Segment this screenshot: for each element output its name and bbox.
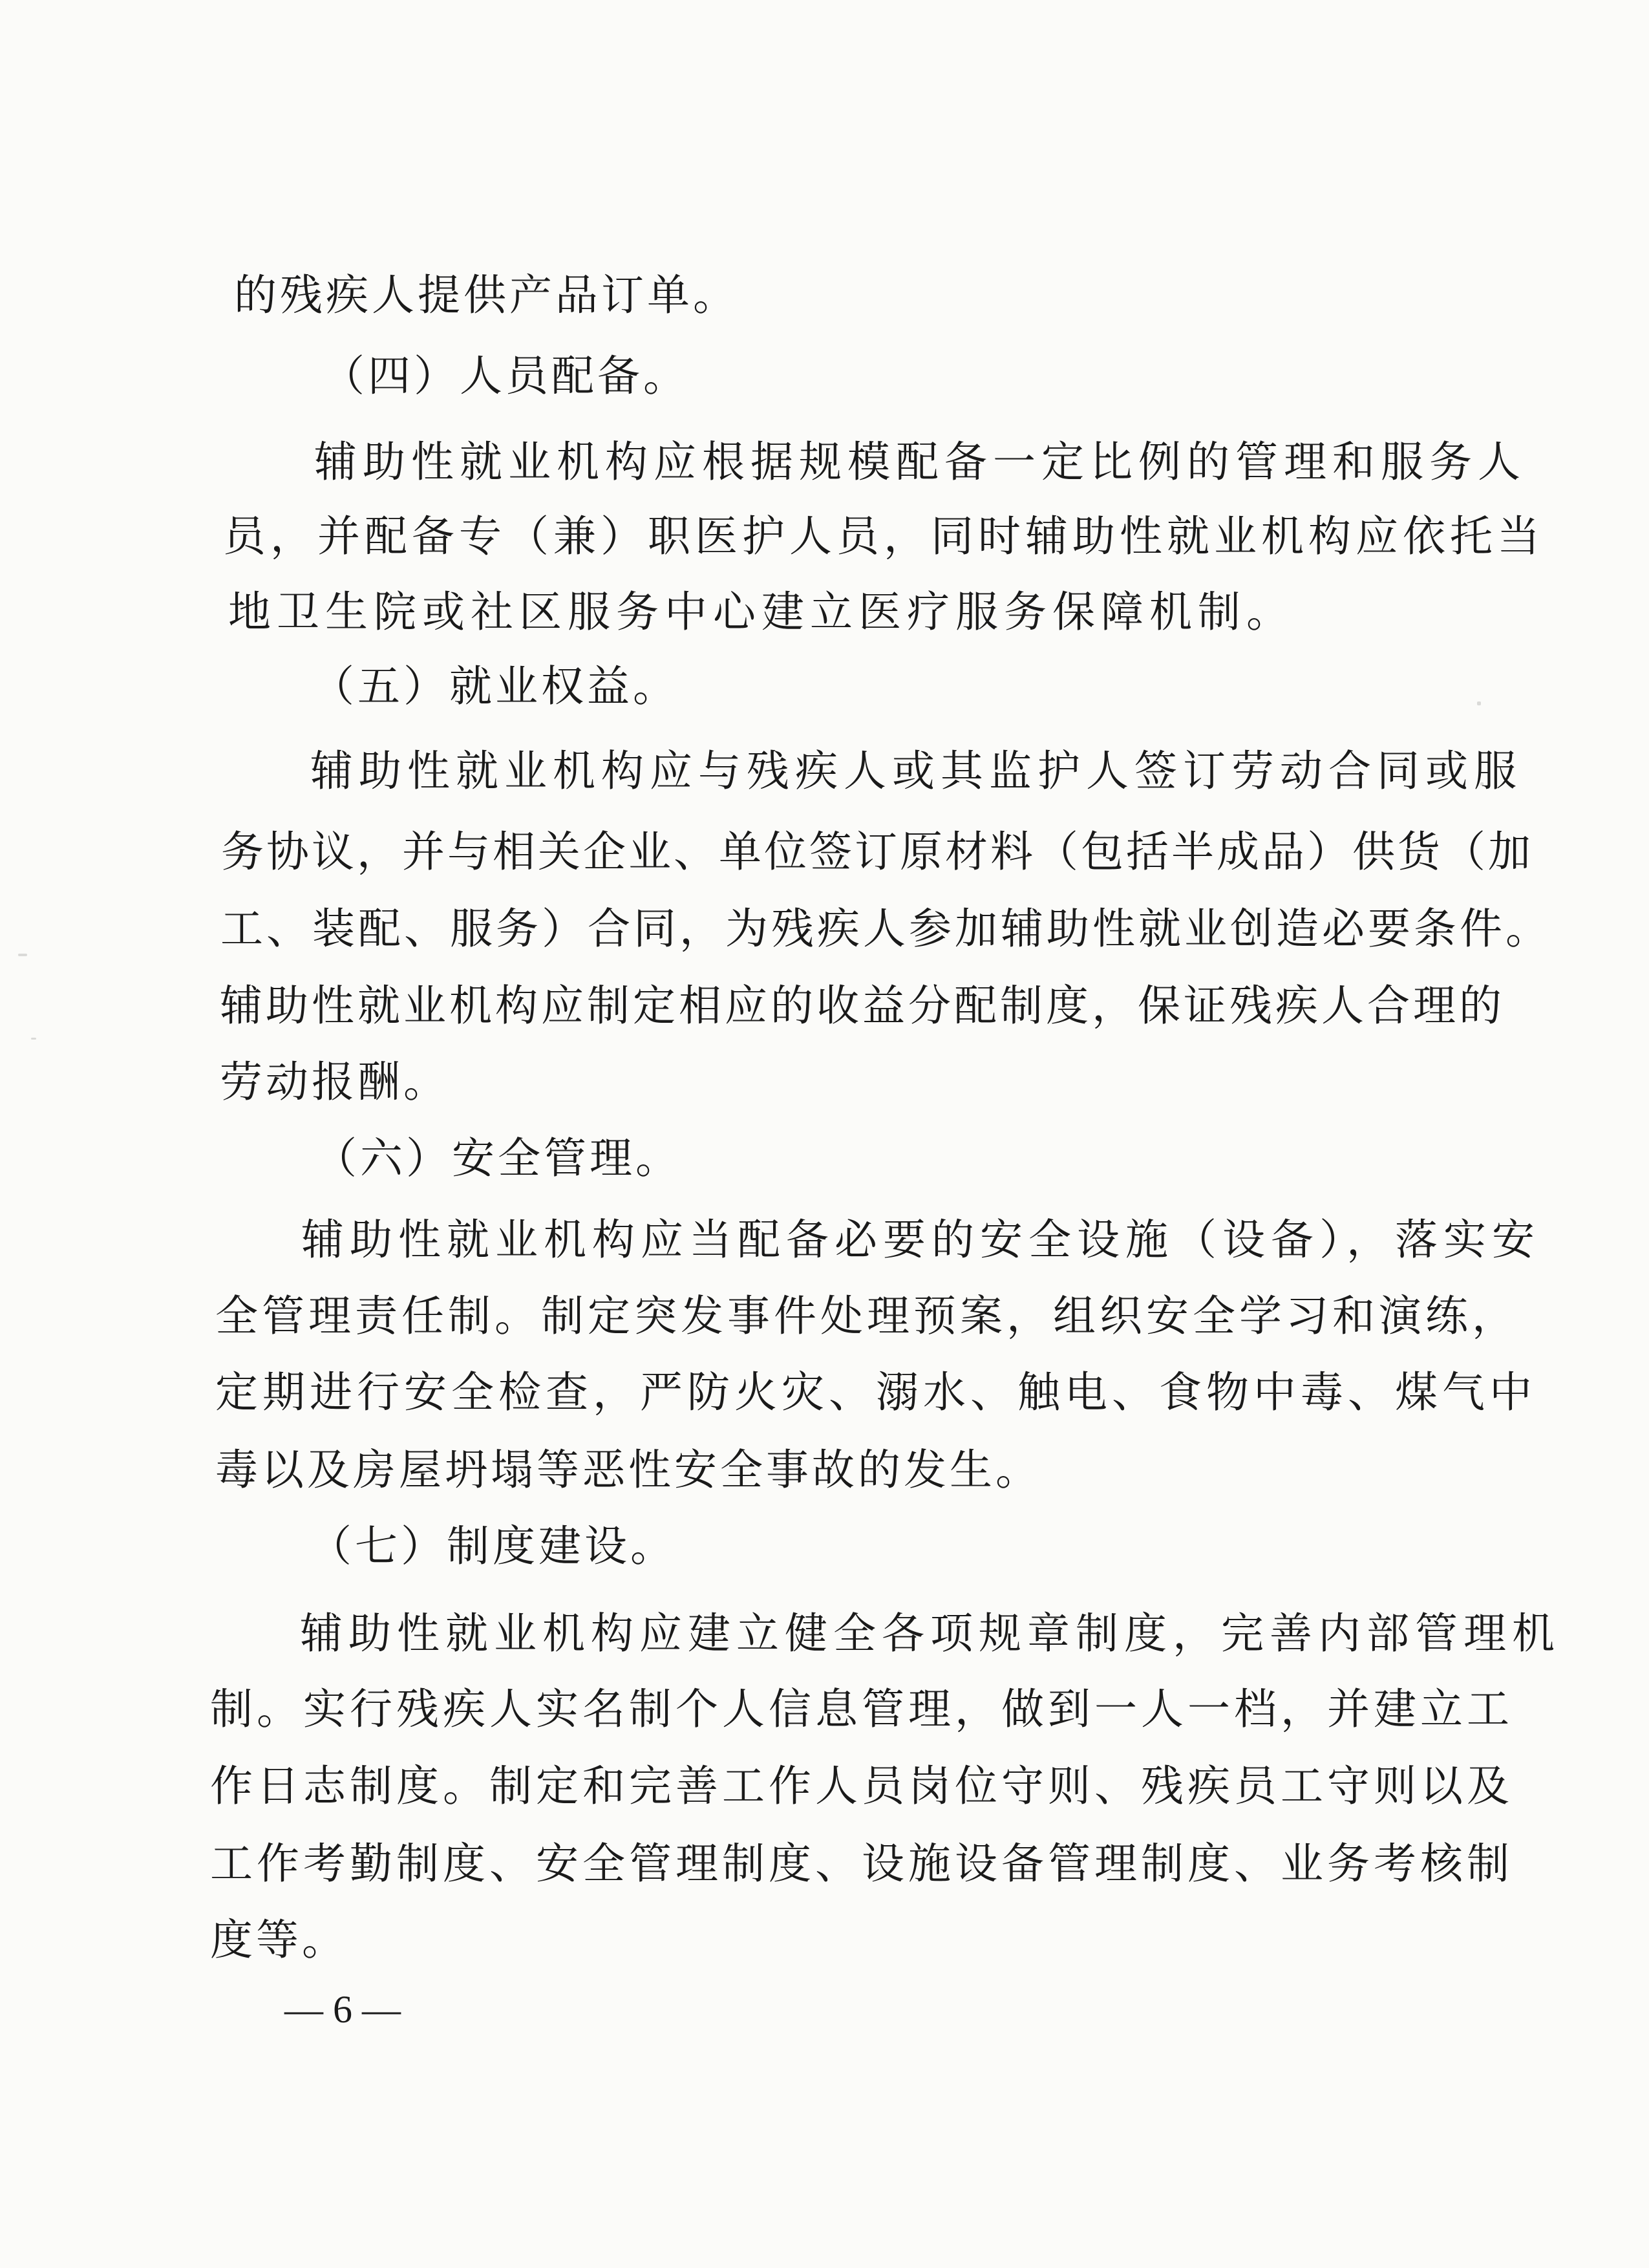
text-line: 毒以及房屋坍塌等恶性安全事故的发生。 [215,1445,1041,1495]
section-heading: （六）安全管理。 [314,1133,681,1183]
text-line: 务协议，并与相关企业、单位签订原材料（包括半成品）供货（加 [221,827,1533,877]
text-line: 辅助性就业机构应根据规模配备一定比例的管理和服务人 [314,437,1526,487]
section-heading: （七）制度建设。 [309,1521,676,1571]
text-line: 度等。 [210,1915,348,1965]
text-line: 的残疾人提供产品订单。 [234,270,739,320]
section-heading: （四）人员配备。 [322,351,689,401]
text-line: 作日志制度。制定和完善工作人员岗位守则、残疾员工守则以及 [210,1761,1513,1811]
text-line: 辅助性就业机构应制定相应的收益分配制度，保证残疾人合理的 [220,981,1505,1031]
text-line: 辅助性就业机构应当配备必要的安全设施（设备），落实安 [301,1215,1540,1265]
text-line: 定期进行安全检查，严防火灾、溺水、触电、食物中毒、煤气中 [215,1367,1537,1417]
text-line: 地卫生院或社区服务中心建立医疗服务保障机制。 [228,587,1295,637]
section-heading: （五）就业权益。 [312,661,679,711]
text-line: 劳动报酬。 [220,1057,449,1107]
text-line: 制。实行残疾人实名制个人信息管理，做到一人一档，并建立工 [210,1684,1513,1734]
scan-mark [31,1038,36,1040]
text-line: 工、装配、服务）合同，为残疾人参加辅助性就业创造必要条件。 [220,904,1551,954]
scan-mark [1477,701,1481,705]
text-line: 辅助性就业机构应建立健全各项规章制度，完善内部管理机 [300,1609,1560,1658]
scan-mark [18,954,27,956]
text-line: 员，并配备专（兼）职医护人员，同时辅助性就业机构应依托当 [223,511,1544,561]
page-number: — 6 — [284,1988,401,2031]
text-line: 工作考勤制度、安全管理制度、设施设备管理制度、业务考核制 [210,1839,1513,1888]
text-line: 辅助性就业机构应与残疾人或其监护人签订劳动合同或服 [310,746,1522,796]
text-line: 全管理责任制。制定突发事件处理预案，组织安全学习和演练， [215,1291,1518,1341]
